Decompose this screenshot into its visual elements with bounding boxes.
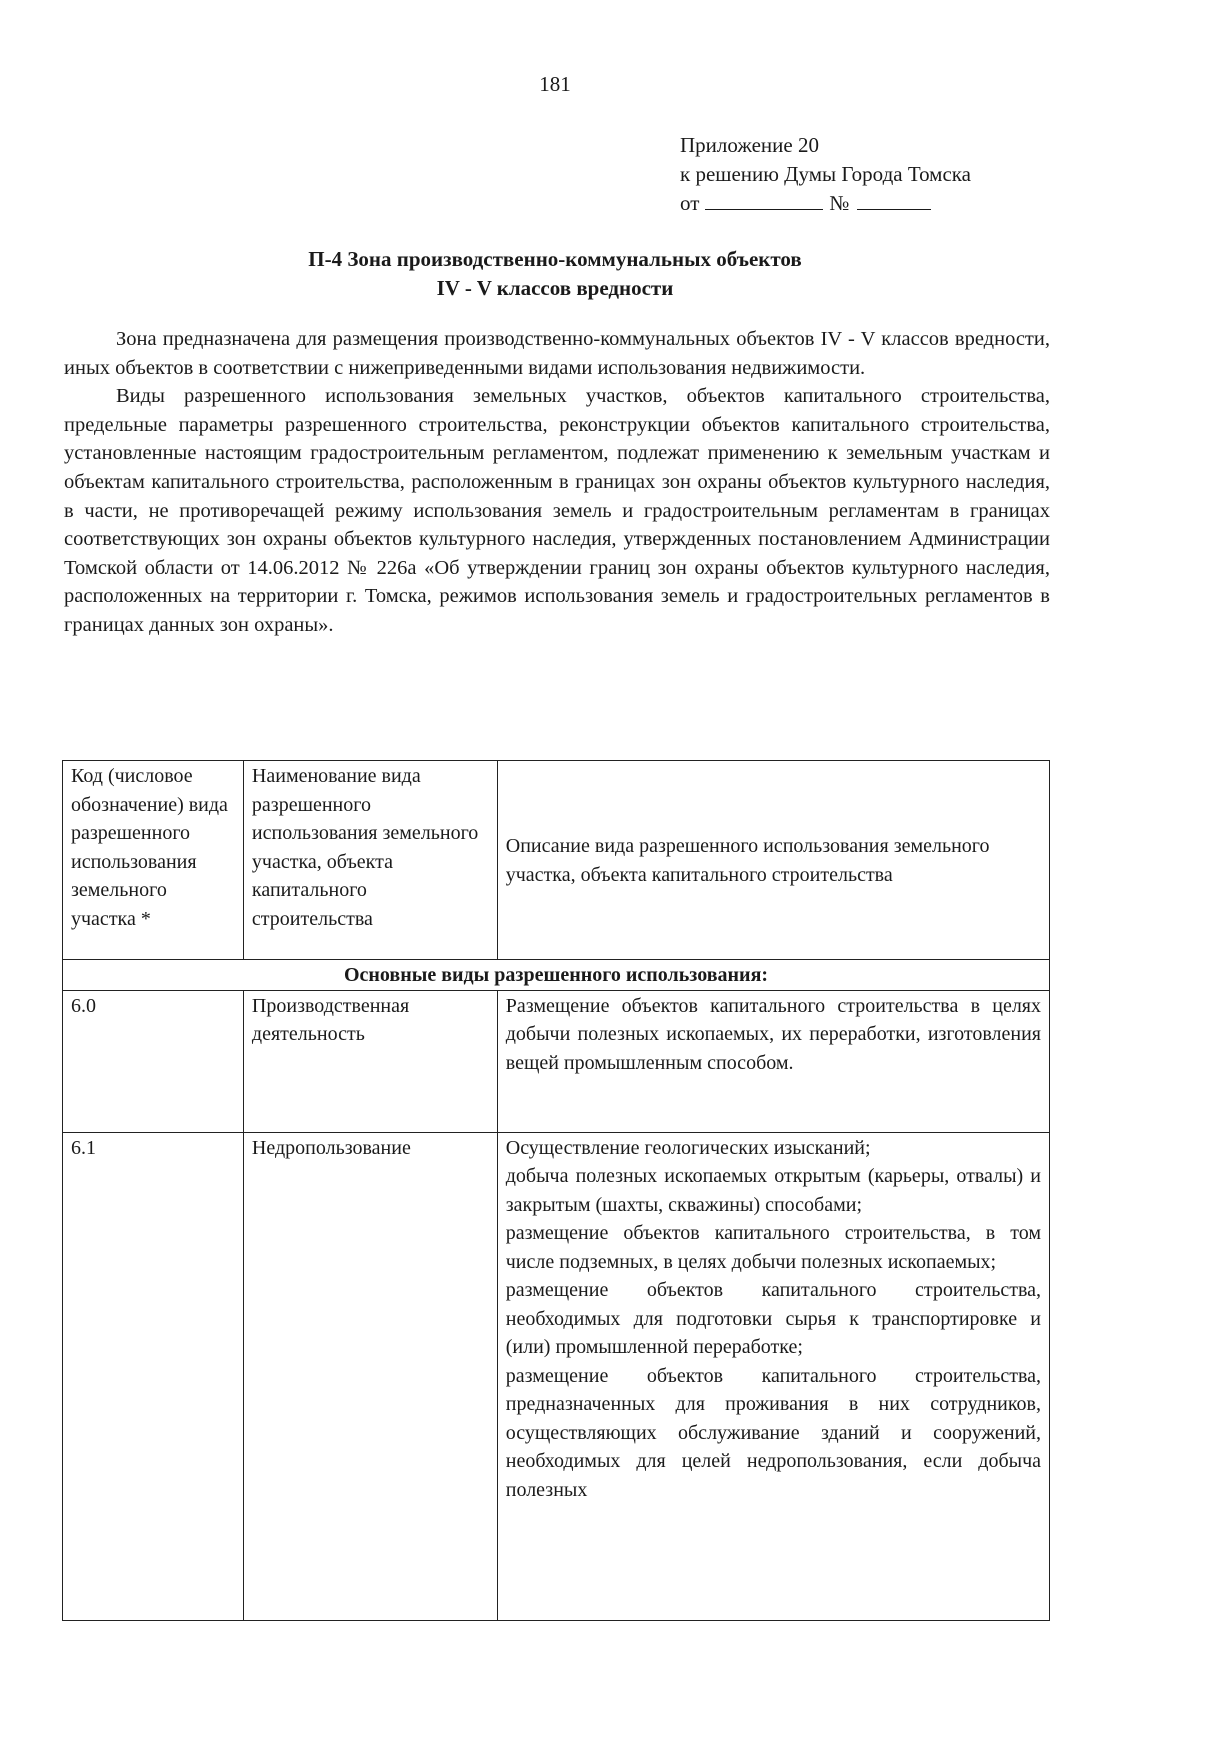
description-item: размещение объектов капитального строительства, в том числе подземных, в целях добычи полезных ископаемых;	[505, 1222, 1041, 1273]
table-header-row	[63, 761, 1050, 960]
row-name: Производственная деятельность	[243, 990, 497, 1132]
row-description	[497, 1132, 1049, 1620]
appendix-date-line	[680, 189, 971, 218]
zone-title-line1: П-4 Зона производственно-коммунальных объектов	[308, 247, 802, 271]
description-item: Осуществление геологических изысканий;	[505, 1136, 871, 1159]
table-row	[63, 990, 1050, 1132]
description-item: добыча полезных ископаемых открытым (карьеры, отвалы) и закрытым (шахты, скважины) способами;	[505, 1165, 1041, 1216]
number-blank	[857, 191, 931, 210]
section-title: Основные виды разрешенного использования:	[63, 960, 1050, 991]
header-description: Описание вида разрешенного использования земельного участка, объекта капитального строительства	[497, 761, 1049, 960]
date-prefix: от	[680, 191, 700, 215]
permitted-use-table	[62, 760, 1050, 1621]
header-code: Код (числовое обозначение) вида разрешенного использования земельного участка *	[63, 761, 244, 960]
paragraph-regulations: Виды разрешенного использования земельных участков, объектов капитального строительства, предельные параметры разрешенного строительства, реконструкции объектов капитального строительства, установленные настоящим градостроительным регламентом, подлежат применению к земельным участкам и объектам капитального строительства, расположенным в границах зон охраны объектов культурного наследия, в части, не противоречащей режиму использования земель и градостроительным регламентам в границах соответствующих зон охраны объектов культурного наследия, утвержденных постановлением Администрации Томской области от 14.06.2012 № 226а «Об утверждении границ зон охраны объектов культурного наследия, расположенных на территории г. Томска, режимов использования земель и градостроительных регламентов в границах данных зон охраны».	[64, 385, 1050, 636]
appendix-number: Приложение 20	[680, 133, 819, 157]
row-code: 6.0	[63, 990, 244, 1132]
row-description: Размещение объектов капитального строительства в целях добычи полезных ископаемых, их переработки, изготовления вещей промышленным способом.	[497, 990, 1049, 1132]
page-number: 181	[539, 72, 571, 96]
date-blank	[705, 191, 823, 210]
body-text	[64, 325, 1050, 640]
appendix-header	[680, 131, 971, 218]
header-name: Наименование вида разрешенного использования земельного участка, объекта капитального строительства	[243, 761, 497, 960]
zone-title-line2: IV - V классов вредности	[436, 276, 674, 300]
description-item: размещение объектов капитального строительства, необходимых для подготовки сырья к транспортировке и (или) промышленной переработке;	[505, 1279, 1041, 1358]
appendix-decision: к решению Думы Города Томска	[680, 162, 971, 186]
table-row	[63, 1132, 1050, 1620]
section-row	[63, 960, 1050, 991]
description-item: размещение объектов капитального строительства, предназначенных для проживания в них сотрудников, осуществляющих обслуживание зданий и сооружений, необходимых для целей недропользования, если добыча полезных	[505, 1364, 1041, 1501]
row-code: 6.1	[63, 1132, 244, 1620]
paragraph-zone-purpose: Зона предназначена для размещения производственно-коммунальных объектов IV - V классов вредности, иных объектов в соответствии с нижеприведенными видами использования недвижимости.	[64, 328, 1050, 379]
row-name: Недропользование	[243, 1132, 497, 1620]
number-sign: №	[829, 191, 850, 215]
zone-title	[0, 245, 1110, 303]
